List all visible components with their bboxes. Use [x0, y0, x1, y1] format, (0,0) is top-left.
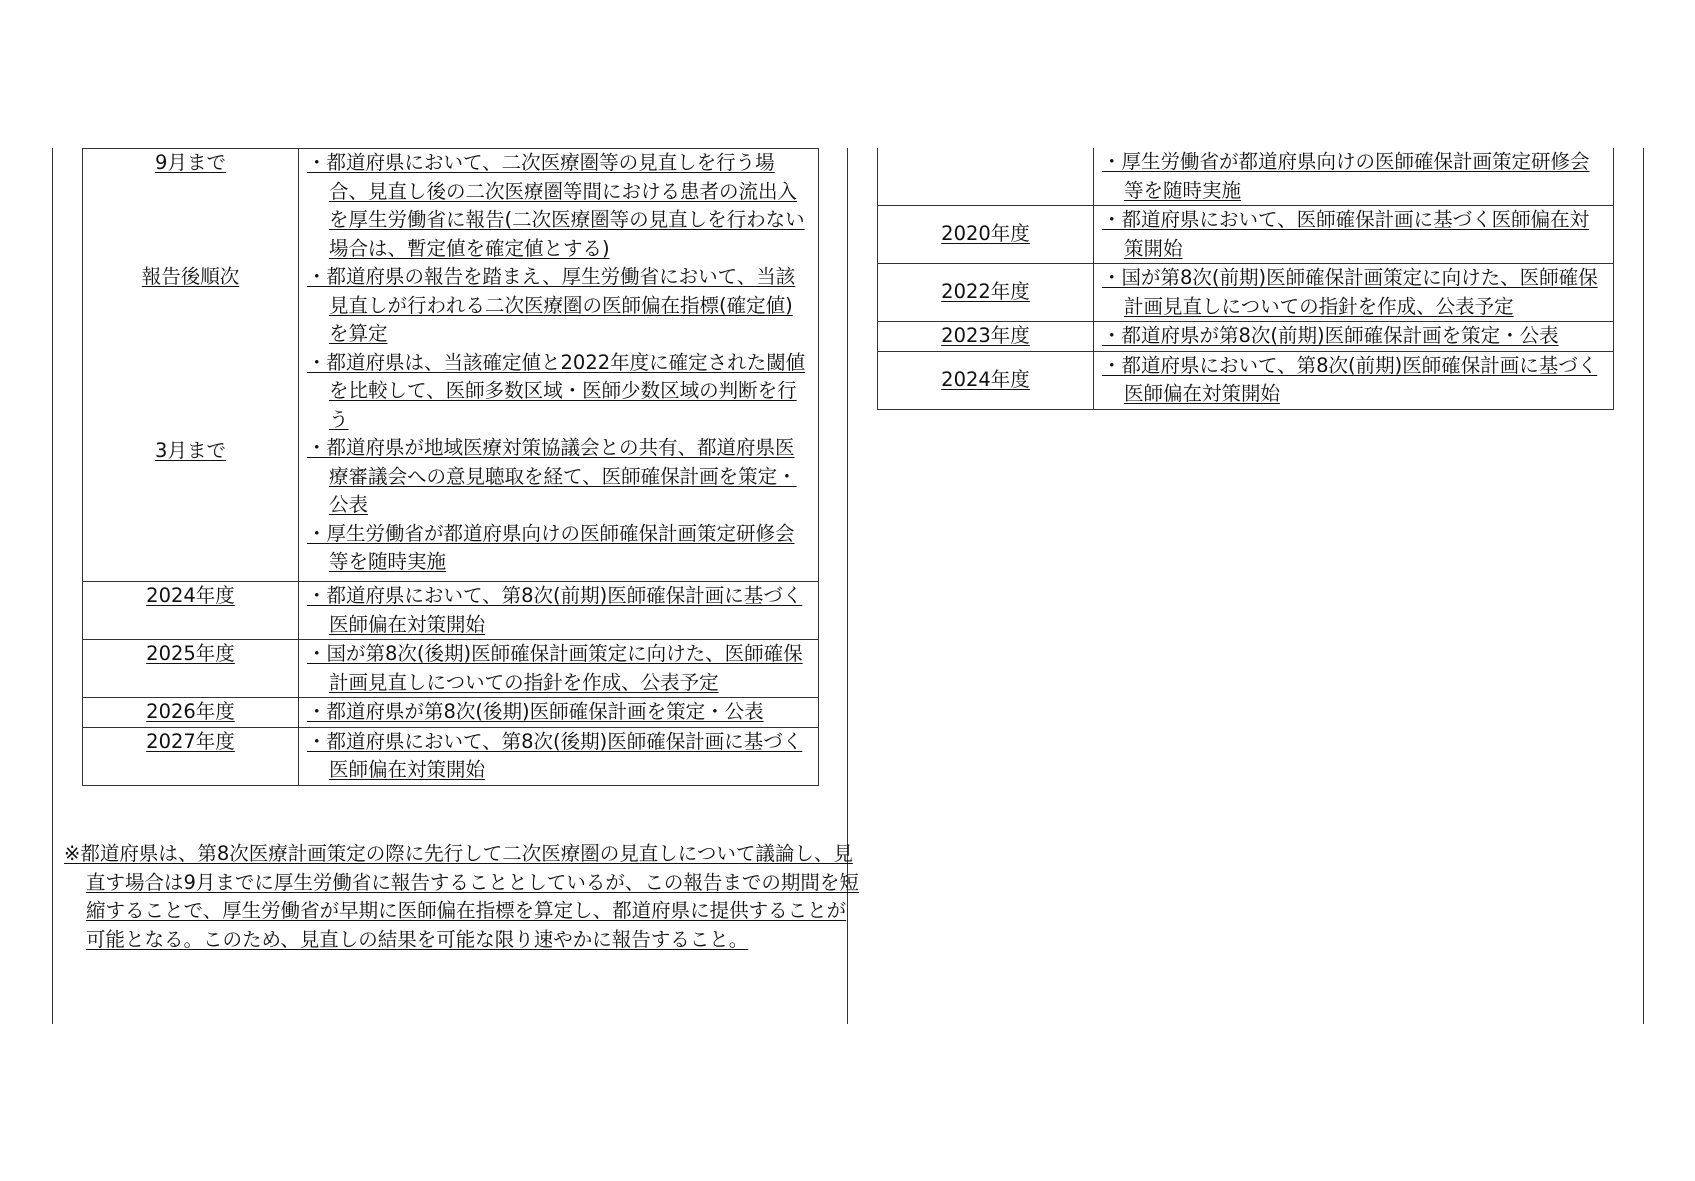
description-cell: ・都道府県において、医師確保計画に基づく医師偏在対策開始	[1094, 206, 1614, 264]
list-item: ・都道府県の報告を踏まえ、厚生労働省において、当該見直しが行われる二次医療圏の医師偏在指標(確定値)を算定	[307, 265, 796, 345]
list-item: ・厚生労働省が都道府県向けの医師確保計画策定研修会等を随時実施	[307, 521, 795, 573]
description-cell: ・都道府県が第8次(前期)医師確保計画を策定・公表	[1094, 322, 1614, 352]
description-cell: ・国が第8次(前期)医師確保計画策定に向けた、医師確保計画見直しについての指針を作成、公表予定	[1094, 264, 1614, 322]
table-row	[878, 322, 1614, 352]
table-row	[83, 149, 819, 582]
page-frame-left-line	[52, 148, 53, 1024]
right-schedule-table	[877, 148, 1614, 410]
description-cell: ・都道府県において、第8次(前期)医師確保計画に基づく医師偏在対策開始	[299, 582, 819, 640]
description-cell: ・都道府県において、第8次(後期)医師確保計画に基づく医師偏在対策開始	[299, 727, 819, 785]
list-item: ・都道府県において、二次医療圏等の見直しを行う場合、見直し後の二次医療圏等間における患者の流出入を厚生労働省に報告(二次医療圏等の見直しを行わない場合は、暫定値を確定値とする)	[307, 151, 805, 260]
list-item: ・都道府県は、当該確定値と2022年度に確定された閾値を比較して、医師多数区域・医師少数区域の判断を行う	[307, 350, 806, 431]
year-cell: 2025年度	[83, 640, 299, 698]
description-cell: ・厚生労働省が都道府県向けの医師確保計画策定研修会等を随時実施	[1094, 148, 1614, 206]
table-row	[83, 582, 819, 640]
timing-label-september: 9月まで	[155, 151, 226, 174]
table-row	[878, 148, 1614, 206]
schedule-timing-cell	[83, 149, 299, 582]
year-cell: 2027年度	[83, 727, 299, 785]
list-item: ・都道府県が地域医療対策協議会との共有、都道府県医療審議会への意見聴取を経て、医師確保計画を策定・公表	[307, 436, 797, 516]
year-cell: 2026年度	[83, 698, 299, 728]
table-row	[878, 351, 1614, 409]
footnote: ※都道府県は、第8次医療計画策定の際に先行して二次医療圏の見直しについて議論し、見直す場合は9月までに厚生労働省に報告することとしているが、この報告までの期間を短縮することで、厚生労働省が早期に医師偏在指標を算定し、都道府県に提供することが可能となる。このため、見直しの結果を可能な限り速やかに報告すること。	[64, 842, 859, 951]
description-cell: ・都道府県において、第8次(前期)医師確保計画に基づく医師偏在対策開始	[1094, 351, 1614, 409]
timing-label-march: 3月まで	[155, 439, 226, 462]
page-frame-right-line	[1643, 148, 1644, 1024]
year-cell: 2023年度	[878, 322, 1094, 352]
description-cell: ・都道府県が第8次(後期)医師確保計画を策定・公表	[299, 698, 819, 728]
table-row	[83, 698, 819, 728]
left-schedule-table	[82, 148, 819, 786]
timing-label-after-report: 報告後順次	[141, 265, 240, 288]
year-cell: 2020年度	[878, 206, 1094, 264]
year-cell: 2024年度	[878, 351, 1094, 409]
description-cell: ・国が第8次(後期)医師確保計画策定に向けた、医師確保計画見直しについての指針を作成、公表予定	[299, 640, 819, 698]
table-row	[83, 640, 819, 698]
year-cell: 2022年度	[878, 264, 1094, 322]
table-row	[83, 727, 819, 785]
table-row	[878, 206, 1614, 264]
table-row	[878, 264, 1614, 322]
schedule-items-cell	[299, 149, 819, 582]
year-cell: 2024年度	[83, 582, 299, 640]
year-cell	[878, 148, 1094, 206]
